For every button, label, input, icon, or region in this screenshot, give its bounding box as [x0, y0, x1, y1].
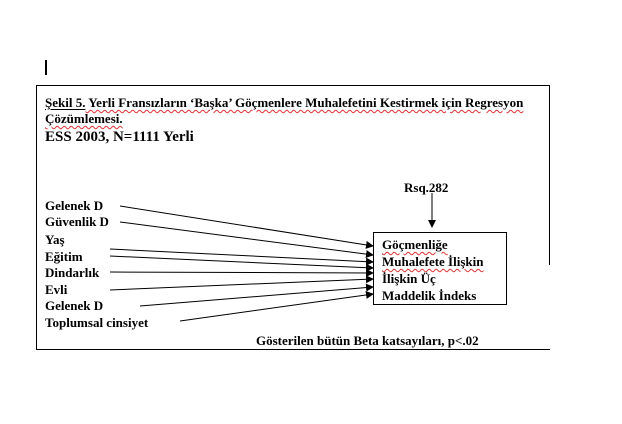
- predictor-egitim: Eğitim: [45, 249, 83, 264]
- arrow-evli: [110, 279, 373, 290]
- arrow-dindarlik: [110, 272, 373, 273]
- predictor-guvenlik-d: Güvenlik D: [45, 214, 109, 229]
- outcome-line-1: Göçmenliğe: [382, 237, 448, 252]
- arrow-gelenek-d: [120, 206, 373, 246]
- predictor-toplumsal-cinsiyet: Toplumsal cinsiyet: [45, 315, 149, 330]
- arrow-egitim: [110, 256, 373, 268]
- arrow-gelenek-d-2: [140, 287, 373, 306]
- outcome-line-2: Muhalefete İlişkin: [382, 254, 484, 269]
- arrow-guvenlik-d: [120, 222, 373, 255]
- predictor-evli: Evli: [45, 282, 68, 297]
- arrow-toplumsal-cinsiyet: [180, 294, 373, 321]
- significance-note: Gösterilen bütün Beta katsayıları, p<.02: [256, 333, 479, 348]
- figure-label: Şekil 5.: [45, 95, 86, 110]
- predictor-gelenek-d-2: Gelenek D: [45, 298, 104, 313]
- r-squared-label: Rsq.282: [404, 180, 449, 195]
- outcome-line-4: Maddelik İndeks: [382, 288, 477, 303]
- predictor-gelenek-d: Gelenek D: [45, 198, 104, 213]
- arrow-yas: [110, 249, 373, 262]
- predictor-yas: Yaş: [45, 232, 65, 247]
- outcome-line-3: İlişkin Üç: [382, 271, 436, 286]
- figure-title-text: Yerli Fransızların ‘Başka’ Göçmenlere Muhalefetini Kestirmek için Regresyon Çözümlemesi.: [45, 95, 524, 126]
- predictor-dindarlik: Dindarlık: [45, 265, 100, 280]
- figure-subtitle: ESS 2003, N=1111 Yerli: [45, 129, 194, 145]
